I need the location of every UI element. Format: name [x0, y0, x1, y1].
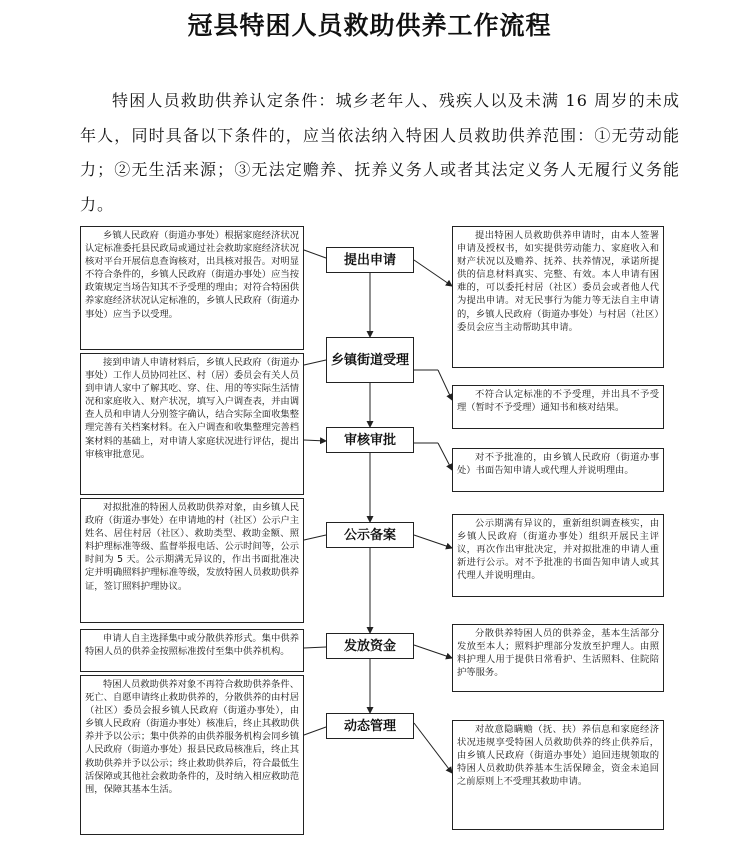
note-right-apply: 提出特困人员救助供养申请时，由本人签署申请及授权书，如实提供劳动能力、家庭收入和财产状况以及赡养、抚养、扶养情况，承诺所提供的信息材料真实、完整、有效。本人申请有困难的，可以委托村居（社区）委员会或者他人代为提出申请。对无民事行为能力等无法自主申请的，乡镇人民政府（街道办事处）与村居（社区）委员会应当主动帮助其申请。 — [452, 226, 664, 368]
stage-review: 审核审批 — [326, 427, 414, 453]
note-right-accept: 不符合认定标准的不予受理，并出具不予受理（暂时不予受理）通知书和核对结果。 — [452, 385, 664, 429]
note-left-apply: 乡镇人民政府（街道办事处）根据家庭经济状况认定标准委托县民政局或通过社会救助家庭经济状况核对平台开展信息查询核对，出具核对报告。对明显不符合条件的，乡镇人民政府（街道办事处）应当按政策规定当场告知其不予受理的理由；对符合特困供养家庭经济状况认定标准的，乡镇人民政府（街道办事处）应当予以受理。 — [80, 226, 304, 350]
note-right-publicize: 公示期满有异议的，重新组织调查核实，由乡镇人民政府（街道办事处）组织开展民主评议，再次作出审批决定，并对拟批准的申请人重新进行公示。对不予批准的书面告知申请人或其代理人并说明理由。 — [452, 514, 664, 597]
note-left-manage: 特困人员救助供养对象不再符合救助供养条件、死亡、自愿申请终止救助供养的，分散供养的由村居（社区）委员会报乡镇人民政府（街道办事处），由乡镇人民政府（街道办事处）核准后，终止其救助供养并予以公示；集中供养的由供养服务机构会同乡镇人民政府（街道办事处）报县民政局核准后，终止其救助供养并予以公示；终止救助供养后，符合最低生活保障或其他社会救助条件的，及时纳入相应救助范围，保障其基本生活。 — [80, 675, 304, 835]
stage-fund: 发放资金 — [326, 633, 414, 659]
note-right-review: 对不予批准的，由乡镇人民政府（街道办事处）书面告知申请人或代理人并说明理由。 — [452, 448, 664, 492]
note-right-fund: 分散供养特困人员的供养金，基本生活部分发放至本人；照料护理部分发放至护理人。由照料护理人用于提供日常看护、生活照料、住院陪护等服务。 — [452, 624, 664, 692]
note-left-publicize: 对拟批准的特困人员救助供养对象，由乡镇人民政府（街道办事处）在申请地的村（社区）公示户主姓名、居住村居（社区）、救助类型、救助金额、照料护理标准等级、监督举报电话、公示时间等，公示时间为 5 天。公示期满无异议的，作出书面批准决定并明确照料护理标准等级，发放特困人员救助供养证，签订照料护理协议。 — [80, 498, 304, 623]
eligibility-paragraph: 特困人员救助供养认定条件：城乡老年人、残疾人以及未满 16 周岁的未成年人，同时具备以下条件的，应当依法纳入特困人员救助供养范围：①无劳动能力；②无生活来源；③无法定赡养、抚养义务人或者其法定义务人无履行义务能力。 — [80, 91, 680, 214]
note-right-manage: 对故意隐瞒赡（抚、扶）养信息和家庭经济状况违规享受特困人员救助供养的终止供养后，由乡镇人民政府（街道办事处）追回违规领取的特困人员救助供养基本生活保障金，资金未追回之前原则上不受理其救助申请。 — [452, 720, 664, 830]
page-title: 冠县特困人员救助供养工作流程 — [187, 11, 552, 40]
note-left-fund: 申请人自主选择集中或分散供养形式。集中供养特困人员的供养金按照标准拨付至集中供养机构。 — [80, 629, 304, 672]
stage-apply: 提出申请 — [326, 247, 414, 273]
stage-publicize: 公示备案 — [326, 522, 414, 548]
stage-manage: 动态管理 — [326, 713, 414, 739]
stage-accept: 乡镇街道受理 — [326, 337, 414, 383]
note-left-accept: 接到申请人申请材料后，乡镇人民政府（街道办事处）工作人员协同社区、村（居）委员会有关人员到申请人家中了解其吃、穿、住、用的等实际生活情况和家庭收入、财产状况，填写入户调查表，并由调查人员和申请人分别签字确认，结合实际全面收集整理完善有关档案材料。在入户调查和收集整理完善档案材料的基础上，对申请人家庭状况进行评估，提出审核审批意见。 — [80, 353, 304, 495]
